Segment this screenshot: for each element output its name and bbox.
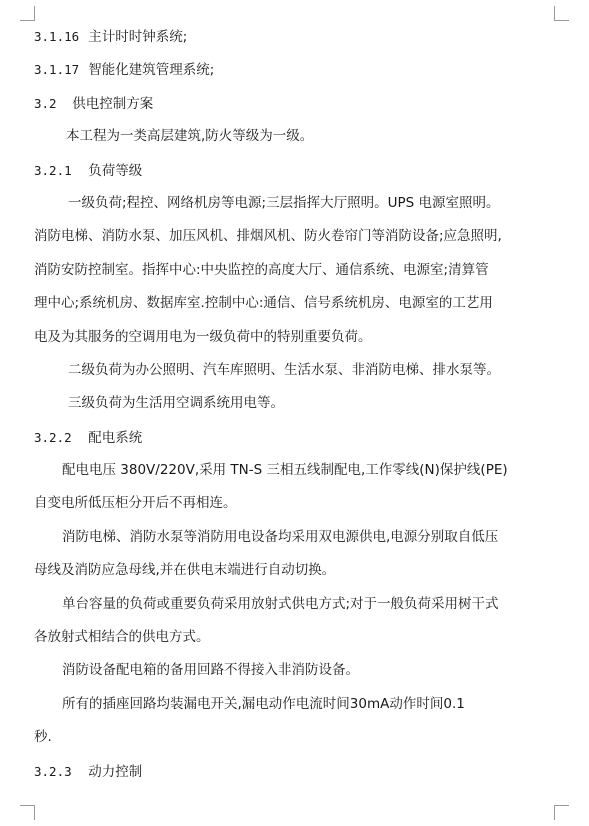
paragraph-line: 二级负荷为办公照明、汽车库照明、生活水泵、非消防电梯、排水泵等。 — [68, 361, 500, 378]
crop-mark-top-left — [20, 6, 35, 21]
crop-mark-top-right — [554, 6, 569, 21]
crop-mark-bottom-right — [554, 805, 569, 820]
heading-3-1-16 — [34, 20, 558, 53]
section-number: 3.2 — [34, 95, 57, 111]
document-page — [34, 20, 558, 788]
section-number: 3.1.16 — [34, 29, 80, 44]
section-title: 供电控制方案 — [72, 95, 154, 112]
section-number: 3.2.3 — [34, 763, 72, 779]
paragraph-line: 一级负荷;程控、网络机房等电源;三层指挥大厅照明。UPS 电源室照明。 — [68, 194, 500, 211]
intro-paragraph: 本工程为一类高层建筑,防火等级为一级。 — [66, 128, 314, 145]
paragraph-line: 母线及消防应急母线,并在供电末端进行自动切换。 — [34, 562, 336, 579]
heading-3-1-17 — [34, 53, 558, 86]
section-number: 3.2.1 — [34, 162, 72, 178]
heading-3-2 — [34, 87, 558, 120]
paragraph-line: 消防电梯、消防水泵等消防用电设备均采用双电源供电,电源分别取自低压 — [62, 528, 499, 545]
section-title: 主计时时钟系统; — [88, 29, 188, 45]
section-number: 3.2.2 — [34, 429, 72, 445]
paragraph-line: 自变电所低压柜分开后不再相连。 — [34, 495, 237, 512]
section-title: 负荷等级 — [88, 162, 143, 179]
section-title: 智能化建筑管理系统; — [88, 62, 215, 79]
section-number: 3.1.17 — [34, 62, 80, 78]
heading-3-2-1 — [34, 154, 558, 187]
paragraph-line: 理中心;系统机房、数据库室.控制中心:通信、信号系统机房、电源室的工艺用 — [34, 295, 493, 312]
paragraph-line: 配电电压 380V/220V,采用 TN-S 三相五线制配电,工作零线(N)保护线(PE) — [62, 462, 508, 479]
section-title: 配电系统 — [88, 429, 143, 446]
heading-3-2-2 — [34, 421, 558, 454]
paragraph-line: 消防安防控制室。指挥中心:中央监控的高度大厅、通信系统、电源室;清算管 — [34, 261, 489, 278]
paragraph-line: 秒. — [34, 729, 52, 746]
paragraph-line: 消防设备配电箱的备用回路不得接入非消防设备。 — [62, 662, 359, 679]
paragraph-line: 单台容量的负荷或重要负荷采用放射式供电方式;对于一般负荷采用树干式 — [62, 595, 499, 612]
section-title: 动力控制 — [88, 763, 143, 780]
heading-3-2-3 — [34, 755, 558, 788]
crop-mark-bottom-left — [20, 805, 35, 820]
paragraph-line: 各放射式相结合的供电方式。 — [34, 629, 210, 646]
paragraph-line: 消防电梯、消防水泵、加压风机、排烟风机、防火卷帘门等消防设备;应急照明, — [34, 228, 502, 245]
paragraph-line: 所有的插座回路均装漏电开关,漏电动作电流时间30mA动作时间0.1 — [62, 695, 465, 712]
paragraph-line: 电及为其服务的空调用电为一级负荷中的特别重要负荷。 — [34, 328, 372, 345]
paragraph-line: 三级负荷为生活用空调系统用电等。 — [68, 395, 284, 412]
